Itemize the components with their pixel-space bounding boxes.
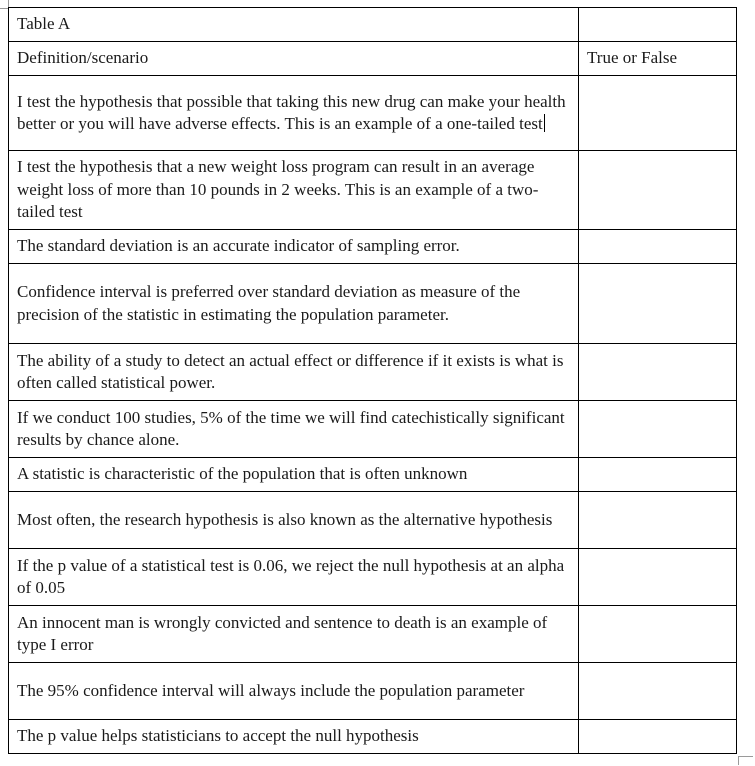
answer-cell[interactable] [579, 230, 737, 264]
definition-cell[interactable]: If the p value of a statistical test is 0.06, we reject the null hypothesis at an alpha of 0.05 [9, 549, 579, 606]
table-row [9, 344, 737, 401]
table-row [9, 458, 737, 492]
table-header-row [9, 42, 737, 76]
table-row [9, 663, 737, 720]
answer-cell[interactable] [579, 492, 737, 549]
answer-cell[interactable] [579, 344, 737, 401]
table-row [9, 549, 737, 606]
answer-cell[interactable] [579, 458, 737, 492]
definition-cell[interactable]: A statistic is characteristic of the population that is often unknown [9, 458, 579, 492]
text-cursor [544, 114, 545, 132]
answer-cell[interactable] [579, 663, 737, 720]
definition-cell[interactable] [9, 76, 579, 151]
table-row [9, 606, 737, 663]
table-row [9, 76, 737, 151]
answer-cell[interactable] [579, 264, 737, 344]
definition-cell[interactable]: The 95% confidence interval will always include the population parameter [9, 663, 579, 720]
page-corner-mark-bottom-right [738, 756, 753, 765]
table-row [9, 230, 737, 264]
answer-cell[interactable] [579, 549, 737, 606]
definition-cell[interactable]: An innocent man is wrongly convicted and sentence to death is an example of type I error [9, 606, 579, 663]
table-row [9, 720, 737, 754]
table-title-row [9, 8, 737, 42]
definition-cell[interactable]: The ability of a study to detect an actual effect or difference if it exists is what is often called statistical power. [9, 344, 579, 401]
definition-cell[interactable]: The p value helps statisticians to accept the null hypothesis [9, 720, 579, 754]
definition-cell[interactable]: I test the hypothesis that a new weight loss program can result in an average weight loss of more than 10 pounds in 2 weeks. This is an example of a two-tailed test [9, 151, 579, 230]
table-row [9, 151, 737, 230]
definition-cell[interactable]: Most often, the research hypothesis is also known as the alternative hypothesis [9, 492, 579, 549]
table-row [9, 401, 737, 458]
table-row [9, 264, 737, 344]
definition-cell[interactable]: The standard deviation is an accurate indicator of sampling error. [9, 230, 579, 264]
table-row [9, 492, 737, 549]
table-title-answer-cell[interactable] [579, 8, 737, 42]
answer-cell[interactable] [579, 401, 737, 458]
table-title[interactable]: Table A [9, 8, 579, 42]
header-true-or-false[interactable]: True or False [579, 42, 737, 76]
answer-cell[interactable] [579, 606, 737, 663]
answer-cell[interactable] [579, 151, 737, 230]
answer-cell[interactable] [579, 76, 737, 151]
definition-text: I test the hypothesis that possible that taking this new drug can make your health better or you will have adverse effects. This is an example of a one-tailed test [17, 91, 566, 133]
definition-cell[interactable]: Confidence interval is preferred over standard deviation as measure of the precision of the statistic in estimating the population parameter. [9, 264, 579, 344]
answer-cell[interactable] [579, 720, 737, 754]
header-definition[interactable]: Definition/scenario [9, 42, 579, 76]
true-false-table [8, 7, 737, 754]
definition-cell[interactable]: If we conduct 100 studies, 5% of the time we will find catechistically significant results by chance alone. [9, 401, 579, 458]
